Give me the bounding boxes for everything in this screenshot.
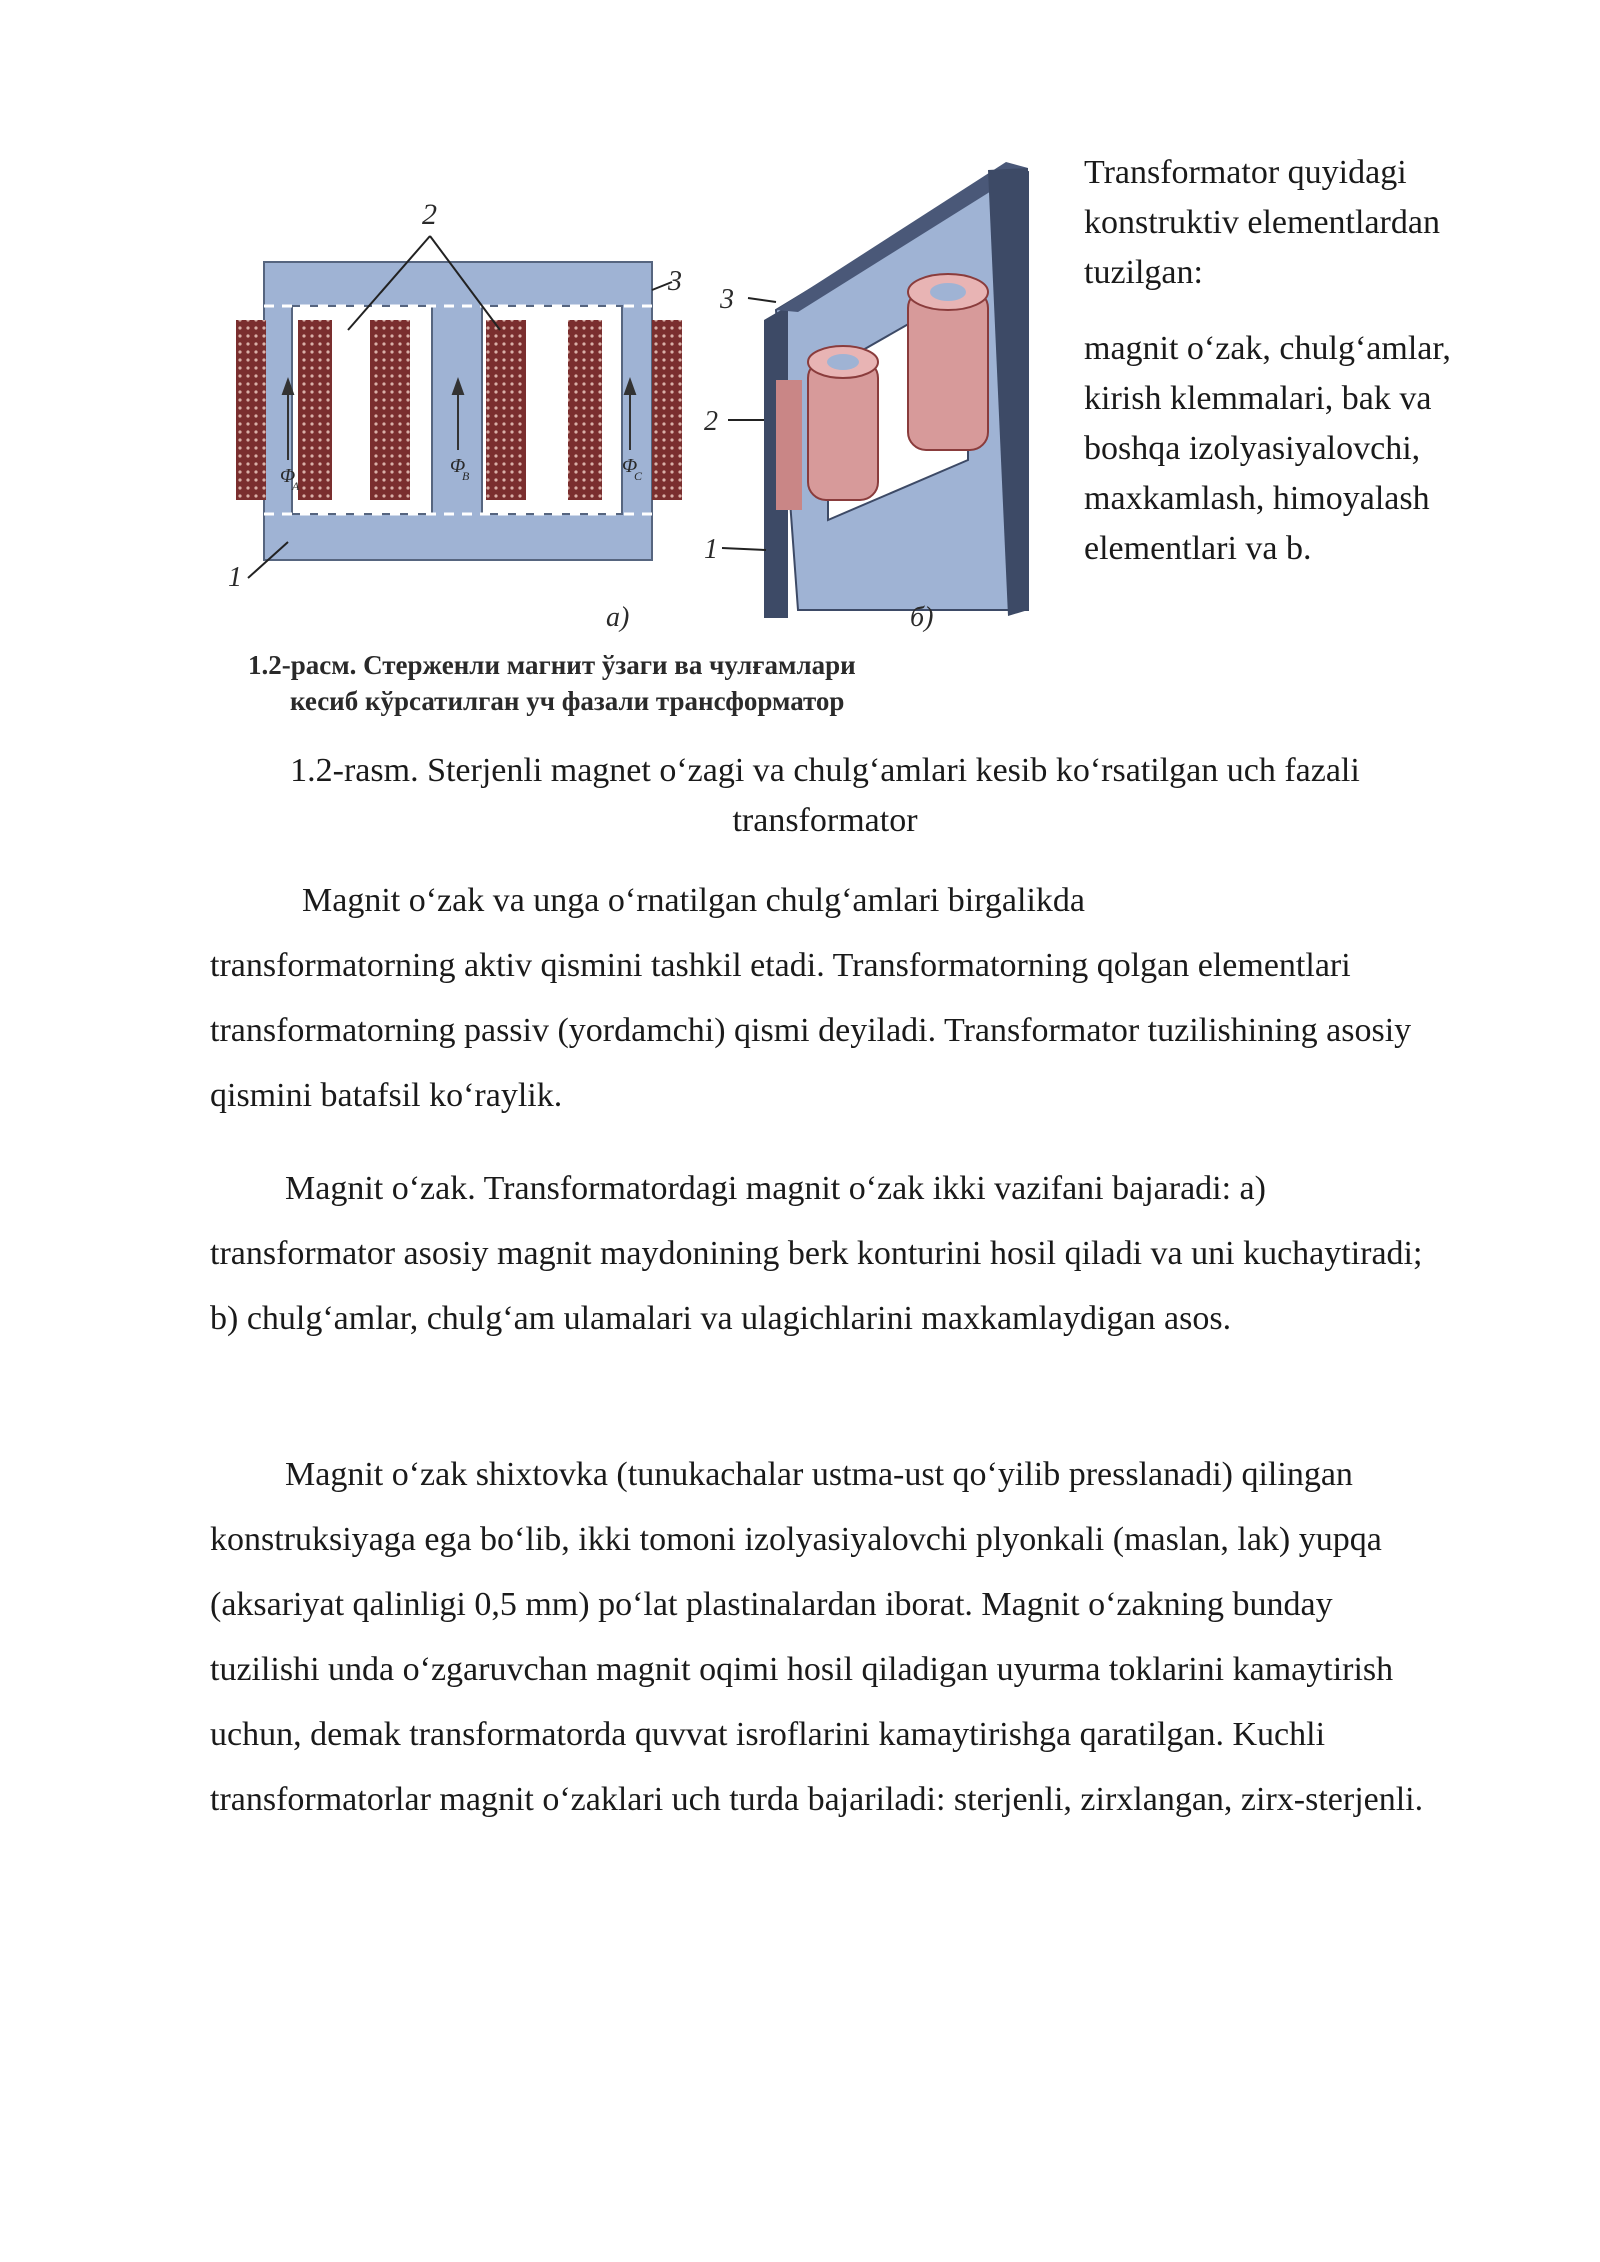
- coil: [808, 346, 878, 500]
- winding-section: [370, 320, 410, 500]
- callout-2-right: 2: [704, 406, 718, 437]
- figure-caption-ru-line1: 1.2-расм. Стерженли магнит ўзаги ва чулғамлари: [248, 650, 856, 680]
- winding-section: [568, 320, 602, 500]
- callout-1-left: 1: [228, 562, 242, 593]
- figure-caption-ru-line2: кесиб кўрсатилган уч фазали трансформатор: [290, 686, 845, 716]
- flux-label-a: Φ: [280, 465, 296, 487]
- side-intro: Transformator quyidagi konstruktiv elementlardan tuzilgan:: [1084, 154, 1440, 291]
- paragraph-1-first-line: Magnit o‘zak va unga o‘rnatilgan chulg‘amlari birgalikda: [302, 882, 1085, 919]
- callout-3-right: 3: [720, 284, 734, 315]
- side-text-block: [1084, 148, 1464, 574]
- winding-section: [236, 320, 266, 500]
- winding-section: [486, 320, 526, 500]
- callout-2: 2: [422, 198, 437, 231]
- callout-3-left: 3: [668, 266, 682, 297]
- panel-a-label: а): [606, 602, 630, 633]
- figure-caption: 1.2-rasm. Sterjenli magnet o‘zagi va chulg‘amlari kesib ko‘rsatilgan uch fazali transformator: [290, 752, 1360, 839]
- paragraph-1: [210, 868, 1450, 1128]
- winding-section: [652, 320, 682, 500]
- svg-text:C: C: [634, 469, 643, 483]
- side-list: magnit o‘zak, chulg‘amlar, kirish klemmalari, bak va boshqa izolyasiyalovchi, maxkamlash, himoyalash elementlari va b.: [1084, 330, 1451, 567]
- callout-1-right: 1: [704, 534, 718, 565]
- flux-label-b: Φ: [450, 455, 466, 477]
- panel-b-drawing: [704, 162, 1028, 633]
- transformer-figure: [228, 140, 1076, 738]
- paragraph-1-rest: transformatorning aktiv qismini tashkil etadi. Transformatorning qolgan elementlari transformatorning passiv (yordamchi) qismi deyiladi. Transformator tuzilishining asosiy qismini batafsil ko‘raylik.: [210, 947, 1412, 1114]
- svg-text:B: B: [462, 469, 470, 483]
- flux-label-c: Φ: [622, 455, 638, 477]
- panel-b-label: б): [910, 602, 934, 633]
- coil: [908, 274, 988, 450]
- paragraph-3: Magnit o‘zak shixtovka (tunukachalar ustma-ust qo‘yilib presslanadi) qilingan konstruksiyaga ega bo‘lib, ikki tomoni izolyasiyalovchi plyonkali (maslan, lak) yupqa (aksariyat qalinligi 0,5 mm) po‘lat plastinalardan iborat. Magnit o‘zakning bunday tuzilishi unda o‘zgaruvchan magnit oqimi hosil qiladigan uyurma toklarini kamaytirish uchun, demak transformatorda quvvat isroflarini kamaytirishga qaratilgan. Kuchli transformatorlar magnit o‘zaklari uch turda bajariladi: sterjenli, zirxlangan, zirx-sterjenli.: [210, 1456, 1424, 1818]
- paragraph-2: Magnit o‘zak. Transformatordagi magnit o‘zak ikki vazifani bajaradi: a) transformator asosiy magnit maydonining berk konturini hosil qiladi va uni kuchaytiradi; b) chulg‘amlar, chulg‘am ulamalari va ulagichlarini maxkamlaydigan asos.: [210, 1170, 1423, 1337]
- winding-section: [298, 320, 332, 500]
- svg-text:A: A: [292, 479, 300, 493]
- panel-a-drawing: [228, 198, 682, 633]
